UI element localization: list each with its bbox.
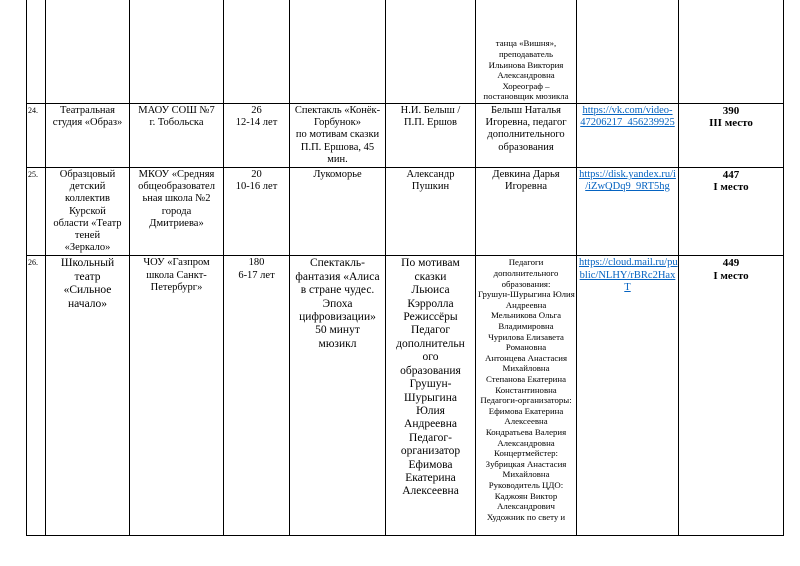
- school-line: г. Тобольска: [149, 117, 204, 129]
- leaders-line: Андреевна: [505, 299, 547, 310]
- team-name-line: коллектив: [65, 193, 110, 205]
- performance-title-line: мюзикл: [318, 337, 357, 350]
- performance-title-line: по мотивам сказки: [295, 129, 380, 141]
- team-name-cell: [46, 0, 130, 104]
- team-name-cell: [46, 168, 130, 256]
- performance-title-cell: [290, 104, 386, 168]
- leaders-line: Александрович: [497, 501, 555, 512]
- leaders-line: Кондратьева Валерия: [485, 426, 567, 437]
- team-name-line: театр: [74, 270, 101, 283]
- school-line: города: [161, 205, 192, 217]
- author-cell: [386, 104, 476, 168]
- performance-title-line: фантазия «Алиса: [295, 270, 380, 283]
- score-line: I место: [713, 269, 749, 282]
- author-line: сказки: [414, 270, 447, 283]
- author-cell: [386, 0, 476, 104]
- performance-title-line: Эпоха: [322, 297, 353, 310]
- school-line: ьная школа №2: [142, 193, 211, 205]
- participants-line: 26: [251, 105, 262, 116]
- leaders-line: танца «Вишня»,: [495, 38, 557, 49]
- row-number: 24.: [27, 104, 46, 168]
- score-line: 390: [722, 105, 740, 117]
- leaders-cell: [476, 256, 577, 536]
- leaders-line: Игоревна, педагог: [485, 117, 567, 129]
- leaders-line: образования:: [501, 278, 551, 289]
- author-line: П.П. Ершов: [404, 117, 457, 129]
- table-row: [27, 256, 784, 536]
- team-name-line: начало»: [67, 297, 108, 310]
- leaders-cell: [476, 168, 577, 256]
- leaders-line: Константиновна: [495, 384, 557, 395]
- author-line: Педагог: [410, 324, 451, 337]
- leaders-line: Зубрицкая Анастасия: [485, 458, 567, 469]
- leaders-line: Александровна: [497, 437, 555, 448]
- leaders-line: Романовна: [505, 342, 547, 353]
- score-line: I место: [713, 181, 749, 194]
- author-line: По мотивам: [401, 257, 460, 270]
- table-row: [27, 104, 784, 168]
- author-line: Педагог-: [409, 431, 452, 444]
- author-line: Режиссёры: [403, 311, 458, 324]
- author-line: Екатерина: [405, 471, 456, 484]
- leaders-line: Девкина Дарья: [492, 169, 560, 181]
- performance-title-line: цифровизации»: [299, 311, 376, 324]
- performance-title-line: 50 минут: [315, 324, 360, 337]
- leaders-line: Чурилова Елизавета: [488, 331, 564, 342]
- author-line: Ефимова: [408, 458, 453, 471]
- video-link-line[interactable]: https://vk.com/video-: [582, 105, 673, 116]
- leaders-line: Руководитель ЦДО:: [488, 479, 564, 490]
- author-line: ого: [422, 351, 439, 364]
- video-link-line[interactable]: /iZwQDq9_9RT5hg: [585, 181, 670, 193]
- leaders-line: дополнительного: [487, 129, 565, 141]
- school-line: Петербург»: [150, 281, 203, 293]
- participants-line: 6-17 лет: [238, 269, 275, 281]
- team-name-cell: [46, 104, 130, 168]
- author-line: Андреевна: [404, 418, 457, 431]
- leaders-cell: [476, 0, 577, 104]
- leaders-line: Художник по свету и: [486, 511, 566, 522]
- participants-cell: [224, 104, 290, 168]
- author-line: образования: [400, 364, 461, 377]
- leaders-cell: [476, 104, 577, 168]
- participants-line: 10-16 лет: [235, 181, 278, 193]
- score-line: III место: [709, 117, 753, 130]
- performance-title-line: Спектакль-: [309, 257, 366, 270]
- performance-title-line: мин.: [327, 153, 348, 165]
- row-number: [27, 0, 46, 104]
- participants-cell: [224, 168, 290, 256]
- team-name-line: Театральная: [59, 105, 116, 116]
- video-link-line[interactable]: https://disk.yandex.ru/i: [579, 169, 676, 181]
- leaders-line: дополнительного: [493, 268, 559, 279]
- participants-cell: [224, 256, 290, 536]
- video-link-line[interactable]: https://cloud.mail.ru/pu: [579, 257, 678, 269]
- table-row: [27, 168, 784, 256]
- performance-title-line: Горбунок»: [313, 117, 362, 129]
- table-row: [27, 0, 784, 104]
- author-line: Пушкин: [411, 181, 450, 193]
- leaders-line: преподаватель: [498, 49, 554, 60]
- author-line: дополнительн: [396, 337, 465, 350]
- author-line: Юлия: [416, 404, 445, 417]
- school-cell: [130, 104, 224, 168]
- video-link-cell[interactable]: [577, 104, 679, 168]
- leaders-line: Ефимова Екатерина: [488, 405, 564, 416]
- performance-title-line: Спектакль «Конёк-: [294, 105, 381, 116]
- score-cell: [679, 256, 784, 536]
- performance-title-line: П.П. Ершова, 45: [300, 141, 375, 153]
- performance-title-line: Лукоморье: [313, 169, 362, 181]
- performance-title-line: в стране чудес.: [300, 284, 375, 297]
- author-line: Александр: [406, 169, 455, 181]
- school-cell: [130, 256, 224, 536]
- school-cell: [130, 168, 224, 256]
- performance-title-cell: [290, 0, 386, 104]
- row-number: 26.: [27, 256, 46, 536]
- team-name-line: «Сильное: [63, 284, 112, 297]
- leaders-line: постановщик мюзикла: [483, 91, 569, 102]
- leaders-line: Степанова Екатерина: [485, 373, 567, 384]
- leaders-line: Михайловна: [502, 469, 550, 480]
- leaders-line: Ильинова Виктория: [488, 59, 564, 70]
- leaders-line: Игоревна: [504, 181, 548, 193]
- team-name-line: Школьный: [60, 257, 115, 270]
- team-name-line: детский: [69, 181, 106, 193]
- leaders-line: образования: [498, 141, 554, 153]
- author-line: Шурыгина: [404, 391, 457, 404]
- author-line: организатор: [400, 445, 461, 458]
- leaders-line: Хореограф –: [502, 80, 550, 91]
- leaders-line: Владимировна: [498, 321, 554, 331]
- participants-line: 180: [248, 257, 265, 269]
- participants-line: 20: [251, 169, 262, 181]
- leaders-line: Грушун-Шурыгина Юлия: [478, 289, 575, 300]
- leaders-line: Педагоги: [508, 257, 544, 268]
- author-cell: [386, 256, 476, 536]
- leaders-line: Мельникова Ольга: [490, 310, 562, 321]
- leaders-line: Каджоян Виктор: [494, 490, 558, 501]
- author-line: Грушун-: [409, 378, 452, 391]
- performance-title-cell: [290, 168, 386, 256]
- school-line: ЧОУ «Газпром: [143, 257, 210, 269]
- school-line: школа Санкт-: [146, 269, 207, 281]
- team-name-line: Образцовый: [59, 169, 116, 181]
- team-name-cell: [46, 256, 130, 536]
- team-name-line: области «Театр: [53, 217, 122, 229]
- participants-line: 12-14 лет: [235, 117, 278, 129]
- video-link-cell[interactable]: [577, 168, 679, 256]
- team-name-line: Курской: [69, 205, 106, 217]
- leaders-line: Александровна: [497, 70, 555, 81]
- video-link-line[interactable]: T: [624, 281, 631, 293]
- author-line: Кэрролла: [407, 297, 454, 310]
- score-cell: [679, 104, 784, 168]
- school-line: МАОУ СОШ №7: [138, 105, 215, 116]
- leaders-line: Белыш Наталья: [491, 105, 561, 116]
- author-line: Н.И. Белыш /: [400, 105, 461, 116]
- score-cell: [679, 168, 784, 256]
- author-cell: [386, 168, 476, 256]
- participants-cell: [224, 0, 290, 104]
- performance-title-cell: [290, 256, 386, 536]
- school-line: общеобразовател: [138, 181, 215, 193]
- video-link-line[interactable]: 47206217_456239925: [580, 117, 675, 129]
- leaders-line: Педагоги-организаторы:: [480, 395, 572, 406]
- video-link-line[interactable]: blic/NLHY/rBRc2Hax: [579, 269, 676, 281]
- leaders-line: Антонцева Анастасия: [484, 352, 568, 363]
- leaders-line: Михайловна: [502, 363, 550, 374]
- score-cell: [679, 0, 784, 104]
- score-line: 447: [722, 169, 740, 182]
- school-line: Дмитриева»: [149, 217, 204, 229]
- school-line: МКОУ «Средняя: [138, 169, 215, 181]
- leaders-line: Алексеевна: [504, 416, 548, 427]
- author-line: Алексеевна: [402, 485, 459, 498]
- team-name-line: студия «Образ»: [52, 117, 123, 129]
- author-line: Льюиса: [411, 284, 450, 297]
- school-cell: [130, 0, 224, 104]
- team-name-line: «Зеркало»: [64, 242, 111, 254]
- row-number: 25.: [27, 168, 46, 256]
- score-line: 449: [722, 257, 740, 270]
- results-table: [26, 0, 784, 536]
- video-link-cell[interactable]: [577, 256, 679, 536]
- leaders-line: Концертмейстер:: [494, 448, 558, 459]
- team-name-line: теней: [74, 230, 101, 242]
- video-link-cell: [577, 0, 679, 104]
